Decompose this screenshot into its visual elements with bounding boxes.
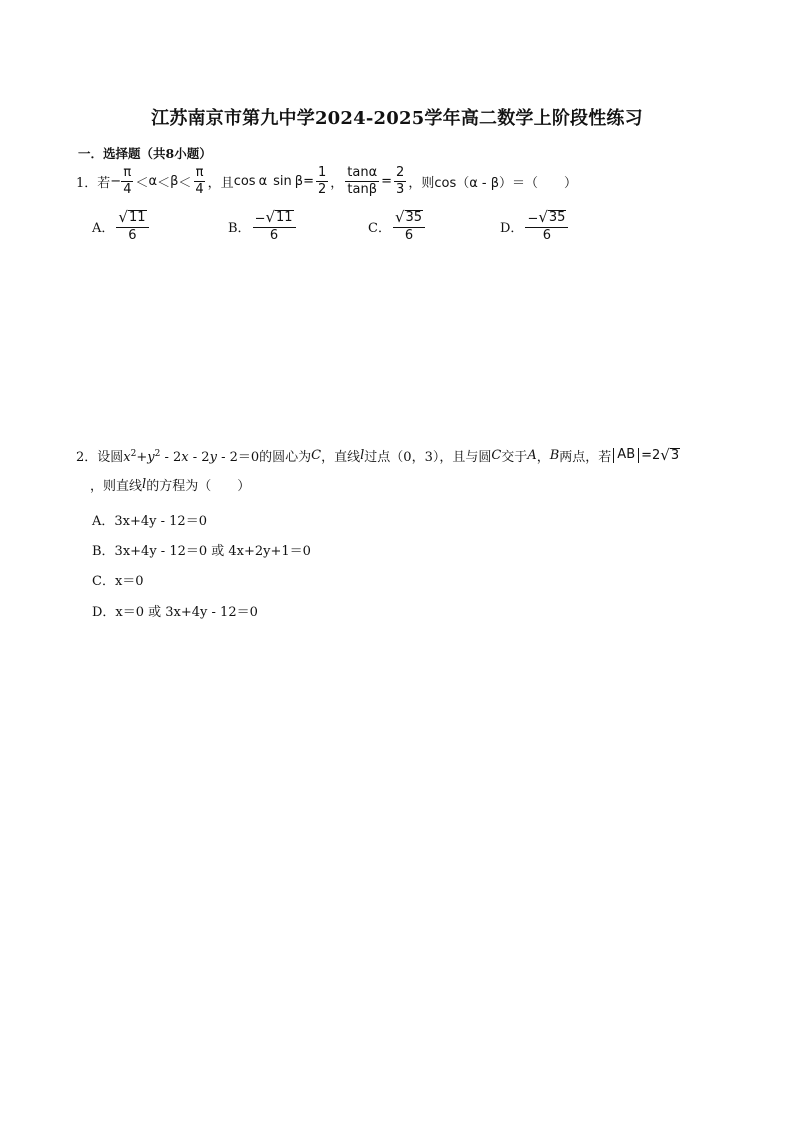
- option-fraction: [116, 210, 148, 243]
- option-c: [368, 210, 427, 243]
- and-text: ，且: [207, 175, 234, 191]
- question-2: [76, 446, 736, 494]
- equals-sign: =: [303, 173, 314, 189]
- question-2-line-2: [76, 475, 736, 494]
- page-title: 江苏南京市第九中学2024-2025学年高二数学上阶段性练习: [151, 108, 643, 129]
- sign: −: [254, 211, 266, 227]
- line-l: l: [142, 477, 147, 492]
- fraction-denominator: 4: [195, 181, 204, 197]
- equals-sign: =: [381, 173, 393, 189]
- option-d: [500, 210, 570, 243]
- fraction-numerator: π: [195, 165, 204, 180]
- section-heading: 一．选择题（共8小题）: [78, 146, 212, 161]
- question-1: [76, 166, 736, 206]
- sqrt: [265, 210, 293, 225]
- fraction-pi-over-4: [121, 166, 133, 196]
- comma: ，: [330, 175, 344, 191]
- beta-symbol: β: [294, 173, 304, 189]
- beta-symbol: β: [170, 173, 179, 189]
- radical-icon: √: [660, 446, 670, 465]
- sin-label: sin: [273, 173, 292, 189]
- point-c: C: [311, 448, 322, 463]
- point-c: C: [491, 448, 502, 463]
- text: 交于: [501, 450, 528, 465]
- fraction-numerator: [393, 210, 425, 228]
- q2-option-b: B．3x+4y - 12＝0 或 4x+2y+1＝0: [92, 544, 311, 559]
- question-2-number: 2．设圆: [76, 450, 124, 465]
- fraction-denominator: 6: [128, 227, 137, 243]
- fraction-numerator: π: [123, 165, 132, 180]
- option-label: C．: [368, 220, 391, 236]
- radicand: 11: [276, 210, 293, 225]
- option-label: D．: [500, 220, 524, 236]
- fraction-denominator: 6: [404, 227, 414, 243]
- radical-icon: √: [118, 208, 128, 227]
- radical-icon: √: [265, 208, 276, 227]
- fraction-numerator: [116, 210, 148, 228]
- fraction-denominator: 4: [123, 181, 132, 197]
- sqrt: [660, 448, 680, 463]
- option-label: B．: [228, 220, 251, 236]
- option-b: [228, 210, 298, 243]
- option-fraction: [253, 210, 296, 243]
- less-than: ＜: [178, 175, 192, 191]
- alpha-symbol: α: [148, 173, 158, 189]
- radicand: 35: [405, 210, 423, 225]
- q2-option-c: C．x＝0: [92, 574, 144, 589]
- text: ，则直线: [90, 479, 143, 494]
- minus-sign: −: [110, 173, 122, 189]
- radicand: 35: [548, 210, 566, 225]
- text: ，: [536, 450, 550, 465]
- sqrt: [118, 210, 146, 225]
- radical-icon: √: [538, 208, 548, 227]
- fraction-denominator: 3: [396, 181, 405, 197]
- fraction-denominator: tanβ: [347, 181, 377, 197]
- radical-icon: √: [394, 208, 405, 227]
- circle-equation: $x^2+y^2 - 2x - 2y - 2=0$: [123, 449, 260, 465]
- equals-value: =2: [641, 448, 661, 463]
- question-1-number: 1．若: [76, 175, 111, 191]
- option-fraction: [393, 210, 425, 243]
- text: ，直线: [321, 450, 361, 465]
- fraction-denominator: 2: [317, 181, 327, 197]
- fraction-denominator: 6: [269, 227, 279, 243]
- fraction-pi-over-4: [193, 166, 205, 196]
- q2-option-d: D．x＝0 或 3x+4y - 12＝0: [92, 605, 258, 620]
- question-1-options: [92, 210, 652, 252]
- fraction-one-half: [316, 166, 328, 196]
- segment-length: AB: [613, 448, 639, 462]
- line-l: l: [360, 448, 365, 463]
- fraction-numerator: 1: [317, 165, 327, 180]
- fraction-two-thirds: [394, 166, 406, 196]
- option-fraction: [525, 210, 568, 243]
- option-a: [92, 210, 151, 243]
- fraction-numerator: [253, 210, 296, 228]
- then-text: ，则: [408, 175, 435, 191]
- sqrt: [395, 210, 423, 225]
- sqrt: [538, 210, 566, 225]
- point-b: B: [549, 448, 560, 463]
- fraction-numerator: 2: [396, 165, 405, 180]
- text: 两点，若: [559, 450, 612, 465]
- less-than: ＜: [157, 175, 171, 191]
- point-a: A: [527, 448, 537, 463]
- text: 的圆心为: [259, 450, 312, 465]
- q2-option-a: A．3x+4y - 12＝0: [92, 514, 207, 529]
- cos-label: cos: [233, 173, 256, 189]
- alpha-symbol: α: [258, 173, 268, 189]
- radicand: 11: [128, 210, 146, 225]
- fraction-tan-ratio: [345, 166, 379, 196]
- fraction-numerator: tanα: [347, 165, 378, 180]
- text: 过点（0，3），且与圆: [364, 450, 492, 465]
- question-expression: cos（α - β）＝（ ）: [434, 175, 578, 191]
- option-label: A．: [92, 220, 115, 236]
- fraction-denominator: 6: [542, 227, 552, 243]
- radicand: 3: [670, 447, 680, 463]
- text: 的方程为（ ）: [146, 479, 251, 494]
- sign: −: [527, 211, 539, 227]
- fraction-numerator: [525, 210, 568, 228]
- less-than: ＜: [135, 175, 149, 191]
